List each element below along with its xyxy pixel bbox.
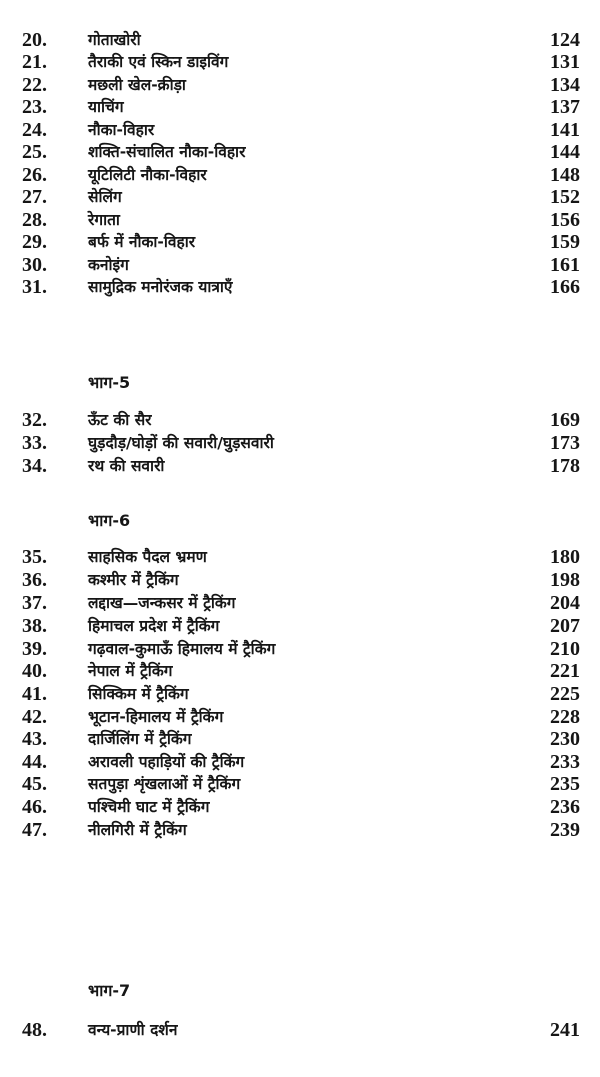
toc-entry: [0, 818, 600, 842]
entry-number: 39.: [22, 638, 47, 660]
toc-entry: [0, 95, 600, 119]
entry-title: गोताखोरी: [88, 31, 141, 49]
entry-page: 221: [550, 660, 580, 682]
toc-entry: [0, 275, 600, 299]
toc-entry: [0, 772, 600, 796]
toc-entry: [0, 637, 600, 661]
entry-title: साहसिक पैदल भ्रमण: [88, 548, 207, 566]
entry-number: 46.: [22, 796, 47, 818]
entry-page: 225: [550, 683, 580, 705]
entry-number: 41.: [22, 683, 47, 705]
toc-entry: [0, 50, 600, 74]
entry-title: वन्य-प्राणी दर्शन: [88, 1021, 178, 1039]
entry-number: 30.: [22, 254, 47, 276]
entry-number: 40.: [22, 660, 47, 682]
entry-title: नीलगिरी में ट्रैकिंग: [88, 821, 187, 839]
entry-page: 156: [550, 209, 580, 231]
section-heading: भाग-5: [88, 373, 131, 392]
entry-title: नेपाल में ट्रैकिंग: [88, 662, 173, 680]
entry-page: 173: [550, 432, 580, 454]
entry-number: 36.: [22, 569, 47, 591]
toc-entry: [0, 73, 600, 97]
entry-number: 35.: [22, 546, 47, 568]
entry-title: रथ की सवारी: [88, 457, 165, 475]
entry-title: गढ़वाल-कुमाऊँ हिमालय में ट्रैकिंग: [88, 640, 276, 658]
entry-page: 228: [550, 706, 580, 728]
entry-title: घुड़दौड़/घोड़ों की सवारी/घुड़सवारी: [88, 434, 274, 452]
toc-entry: [0, 614, 600, 638]
entry-page: 134: [550, 74, 580, 96]
entry-page: 198: [550, 569, 580, 591]
toc-entry: [0, 140, 600, 164]
toc-entry: [0, 659, 600, 683]
toc-entry: [0, 185, 600, 209]
entry-page: 159: [550, 231, 580, 253]
entry-page: 230: [550, 728, 580, 750]
entry-title: पश्चिमी घाट में ट्रैकिंग: [88, 798, 210, 816]
entry-page: 204: [550, 592, 580, 614]
entry-title: तैराकी एवं स्किन डाइविंग: [88, 53, 229, 71]
entry-page: 235: [550, 773, 580, 795]
entry-title: मछली खेल-क्रीड़ा: [88, 76, 186, 94]
entry-number: 37.: [22, 592, 47, 614]
entry-title: सेलिंग: [88, 188, 122, 206]
entry-title: कश्मीर में ट्रैकिंग: [88, 571, 179, 589]
toc-entry: [0, 454, 600, 478]
entry-title: यूटिलिटी नौका-विहार: [88, 166, 207, 184]
entry-number: 28.: [22, 209, 47, 231]
entry-title: अरावली पहाड़ियों की ट्रैकिंग: [88, 753, 245, 771]
toc-entry: [0, 163, 600, 187]
entry-number: 24.: [22, 119, 47, 141]
entry-title: याचिंग: [88, 98, 124, 116]
entry-number: 26.: [22, 164, 47, 186]
entry-title: कनोइंग: [88, 256, 129, 274]
entry-title: सतपुड़ा शृंखलाओं में ट्रैकिंग: [88, 775, 241, 793]
entry-title: दार्जिलिंग में ट्रैकिंग: [88, 730, 192, 748]
entry-number: 34.: [22, 455, 47, 477]
entry-number: 25.: [22, 141, 47, 163]
entry-title: भूटान-हिमालय में ट्रैकिंग: [88, 708, 224, 726]
entry-page: 161: [550, 254, 580, 276]
entry-title: शक्ति-संचालित नौका-विहार: [88, 143, 246, 161]
toc-entry: [0, 727, 600, 751]
entry-number: 38.: [22, 615, 47, 637]
entry-number: 47.: [22, 819, 47, 841]
entry-title: हिमाचल प्रदेश में ट्रैकिंग: [88, 617, 220, 635]
entry-page: 137: [550, 96, 580, 118]
toc-entry: [0, 230, 600, 254]
toc-entry: [0, 431, 600, 455]
entry-number: 33.: [22, 432, 47, 454]
entry-title: लद्दाख—जन्कसर में ट्रैकिंग: [88, 594, 236, 612]
entry-number: 43.: [22, 728, 47, 750]
entry-page: 141: [550, 119, 580, 141]
entry-number: 29.: [22, 231, 47, 253]
toc-entry: [0, 118, 600, 142]
entry-page: 210: [550, 638, 580, 660]
entry-number: 31.: [22, 276, 47, 298]
entry-page: 207: [550, 615, 580, 637]
entry-page: 131: [550, 51, 580, 73]
entry-page: 169: [550, 409, 580, 431]
toc-entry: [0, 705, 600, 729]
entry-number: 48.: [22, 1019, 47, 1041]
entry-number: 45.: [22, 773, 47, 795]
entry-number: 23.: [22, 96, 47, 118]
entry-title: सामुद्रिक मनोरंजक यात्राएँ: [88, 278, 233, 296]
entry-number: 20.: [22, 29, 47, 51]
entry-page: 178: [550, 455, 580, 477]
entry-page: 239: [550, 819, 580, 841]
toc-entry: [0, 253, 600, 277]
entry-title: बर्फ में नौका-विहार: [88, 233, 196, 251]
toc-entry: [0, 682, 600, 706]
toc-entry: [0, 795, 600, 819]
entry-number: 27.: [22, 186, 47, 208]
entry-number: 21.: [22, 51, 47, 73]
entry-page: 124: [550, 29, 580, 51]
entry-title: ऊँट की सैर: [88, 411, 152, 429]
toc-entry: [0, 591, 600, 615]
toc-entry: [0, 208, 600, 232]
entry-page: 233: [550, 751, 580, 773]
toc-entry: [0, 568, 600, 592]
section-heading: भाग-6: [88, 511, 131, 530]
entry-page: 241: [550, 1019, 580, 1041]
toc-entry: [0, 408, 600, 432]
section-heading: भाग-7: [88, 981, 131, 1000]
entry-number: 42.: [22, 706, 47, 728]
entry-page: 144: [550, 141, 580, 163]
entry-page: 180: [550, 546, 580, 568]
entry-title: नौका-विहार: [88, 121, 155, 139]
toc-entry: [0, 545, 600, 569]
entry-page: 152: [550, 186, 580, 208]
entry-page: 148: [550, 164, 580, 186]
toc-entry: [0, 750, 600, 774]
entry-number: 22.: [22, 74, 47, 96]
entry-number: 32.: [22, 409, 47, 431]
entry-page: 236: [550, 796, 580, 818]
entry-title: सिक्किम में ट्रैकिंग: [88, 685, 189, 703]
toc-entry: [0, 1018, 600, 1042]
entry-number: 44.: [22, 751, 47, 773]
entry-page: 166: [550, 276, 580, 298]
toc-entry: [0, 28, 600, 52]
entry-title: रेगाता: [88, 211, 120, 229]
